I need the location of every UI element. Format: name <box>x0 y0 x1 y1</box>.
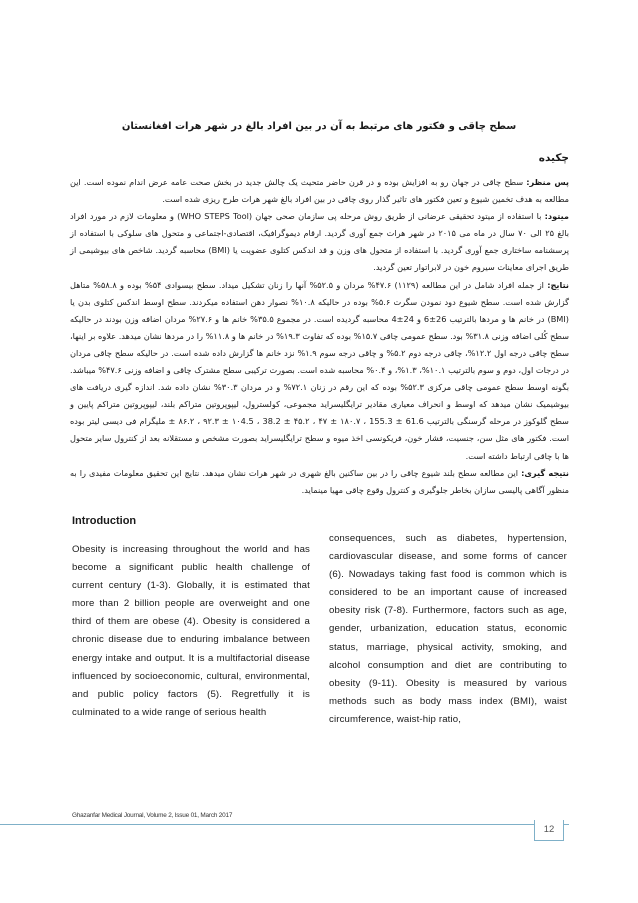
english-column-left <box>72 514 310 722</box>
conclusion-text: این مطالعه سطح بلند شیوع چاقی را در بین ساکنین بالغ شهری در شهر هرات نشان میدهد. نتایج این تحقیق معلومات مفیدی را به منظور آگاهی پالیسی سازان بخاطر جلوگیری و کنترول وقوع چاقی مهیا مینماید. <box>70 467 569 495</box>
persian-abstract-heading: چکیده <box>538 152 569 164</box>
objective-text: سطح چاقی در جهان رو به افزایش بوده و در قرن حاضر متحیث یک چالش جدید در بخش صحت عامه عرض اندام نموده است. این مطالعه به هدف تخمین شیوع و تعین فکتور های تاثیر گذار روی چاقی در بین افراد بالغ شهر هرات طرح ریزی شده است. <box>70 177 569 205</box>
abstract-objective <box>70 174 569 208</box>
conclusion-label: نتیجه گیری: <box>521 467 569 478</box>
persian-abstract <box>70 174 569 499</box>
page-number: 12 <box>534 820 564 841</box>
results-text: از جمله افراد شامل در این مطالعه (۱۱۲۹) ۴۷.۶% مردان و ۵۲.۵% آنها را زنان تشکیل میداد. سطح بیسوادی ۵۴% بوده و ۵۸.۸% متاهل گزارش شده است. سطح شیوع دود نمودن سگرت ۵.۶% بوده در حالیکه ۱۰.۸% نصوار دهن استفاده میکردند. سطح اوسط اندکس کتلوی بدن یا (BMI) در خانم ها و مردها بالترتیب 26±6 و 24±4 محاسبه گردیده است. در مجموع ۳۵.۵% خانم ها و ۲۷.۶% مردان اضافه وزن بودند در حالیکه سطح کُلی اضافه وزنی ۳۱.۸% بود. سطح عمومی چاقی ۱۵.۷% بوده که تفاوت ۱۹.۳% در خانم ها و ۱۱.۸% را در مردها نشان میدهد. علاوه بر اینها، سطح چاقی درجه اول ۱۲.۲%، چاقی درجه دوم ۵.۲% و چاقی درجه سوم ۱.۹% نزد خانم ها گزارش داده شده است. در حالیکه سطح چاقی مردان در درجات اول، دوم و سوم بالترتیب ۱۰.۱%، ۱.۳%، و ۰.۴% محاسبه شده است. بصورت ترکیبی سطح مشترک چاقی و اضافه وزنی ۴۷.۶% میباشد. بگونه اوسط سطح عمومی چاقی مرکزی ۵۲.۳% بوده که این رقم در زنان ۷۲.۱% و در مردان ۳۰.۳% نشان داده شد. اندازه گیری دریافت های بیوشیمیک نشان میدهد که اوسط و انحراف معیاری مقادیر ترایگلیسراید مجموعی، کولسترول، لیپوپروتین متراکم بلند، لیپوپروتین متراکم پایین و سطح گلوکوز در مرحله گرسنگی بالترتیب 61.6 ± 155.3 ، ۱۸۰.۷ ± ۴۷ ، ۴۵.۲ ± 38.2 ، ۱۰4.5 ± ۹۲.۳ ، ۸۶.۲ ± ملیگرام فی دیسی لیتر بوده است. فکتور های مثل سن، جنسیت، فشار خون، فریکونسی اخذ میوه و سطح ترایگلیسراید بصورت مشخص و مستقلانه بعد از کنترول سایر متحول ها با چاقی ارتباط داشته است. <box>70 279 570 461</box>
methods-text: با استفاده از میتود تحقیقی عرضانی از طریق روش مرحله پی سازمان صحی جهان (WHO STEPS Tool) و معلومات لازم در مورد افراد بالغ ۲۵ الی ۷۰ سال در ماه می ۲۰۱۵ در شهر هرات جمع آوری گردید. ارقام دیموگرافیک، اقتصادی-اجتماعی و متحول های سلوکی با استفاده از پرسشنامه ساختاری جمع آوری گردید. با استفاده از متحول های وزن و قد اندکس کتلوی عضویت یا (BMI) محاسبه گردید. شاخص های بیوشیمی از طریق اجرای معاینات سیروم خون در لابراتوار تعین گردید. <box>70 211 569 273</box>
persian-article-title: سطح چاقی و فکتور های مرتبط به آن در بین افراد بالغ در شهر هرات افغانستان <box>121 121 517 132</box>
introduction-paragraph-2: consequences, such as diabetes, hypertension, cardiovascular disease, and some forms of cancer (6). Nowadays taking fast food is common which is considered to be an important cause of increased obesity risk (7-8). Furthermore, factors such as age, gender, urbanization, education status, economic status, marriage, physical activity, smoking, and alcohol consumption and diet are contributing to obesity (9-11). Obesity is measured by various methods such as body mass index (BMI), waist circumference, waist-hip ratio, <box>329 533 567 725</box>
methods-label: میتود: <box>544 211 569 222</box>
introduction-heading: Introduction <box>72 515 137 527</box>
results-label: نتایج: <box>547 279 569 290</box>
introduction-paragraph-1: Obesity is increasing throughout the world and has become a significant public health challenge of current century (1-3). Globally, it is estimated that more than 2 billion people are overweight and one third of them are obese (4). Obesity is considered a chronic disease due to enduring imbalance between energy intake and output. It is a multifactorial disease influenced by socioeconomic, cultural, environmental, and public policy factors (5). Regretfully it is culminated to a wide range of serious health <box>72 544 310 718</box>
english-column-right <box>329 530 567 729</box>
abstract-results <box>70 277 569 465</box>
abstract-conclusion <box>70 465 569 499</box>
objective-label: پس منظر: <box>526 177 569 187</box>
abstract-methods <box>70 208 569 276</box>
journal-citation: Ghazanfar Medical Journal, Volume 2, Issue 01, March 2017 <box>72 812 233 819</box>
footer-divider <box>0 824 569 825</box>
